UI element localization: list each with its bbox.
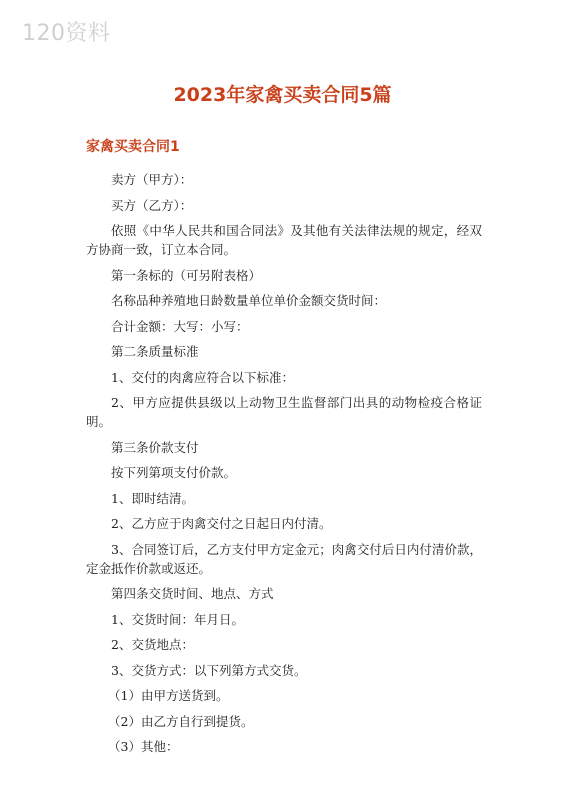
paragraph-method-1: （1）由甲方送货到。 [108, 688, 229, 703]
contract-body [86, 170, 482, 763]
paragraph-buyer: 买方（乙方）： [111, 197, 193, 213]
paragraph-payment-option: 按下列第项支付价款。 [111, 465, 237, 480]
paragraph-delivery-method: 3、交货方式：以下列第方式交货。 [111, 662, 307, 678]
paragraph-article-3: 第三条价款支付 [111, 439, 199, 455]
paragraph-item-columns: 名称品种养殖地日龄数量单位单价金额交货时间： [111, 293, 387, 308]
paragraph-article-1: 第一条标的（可另附表格） [111, 267, 262, 283]
paragraph-quality-2: 2、甲方应提供县级以上动物卫生监督部门出具的动物检疫合格证明。 [86, 395, 482, 429]
paragraph-article-2: 第二条质量标准 [111, 344, 199, 359]
paragraph-preamble: 依照《中华人民共和国合同法》及其他有关法律法规的规定，经双方协商一致，订立本合同。 [86, 223, 482, 257]
paragraph-payment-2: 2、乙方应于肉禽交付之日起日内付清。 [111, 516, 332, 531]
paragraph-article-4: 第四条交货时间、地点、方式 [111, 586, 274, 601]
paragraph-delivery-place: 2、交货地点： [111, 637, 194, 652]
paragraph-payment-1: 1、即时结清。 [111, 490, 194, 506]
paragraph-delivery-time: 1、交货时间：年月日。 [111, 611, 244, 627]
paragraph-total-amount: 合计金额：大写：小写： [111, 318, 249, 334]
paragraph-seller: 卖方（甲方）： [111, 172, 193, 187]
section-title: 家禽买卖合同1 [86, 139, 180, 155]
paragraph-quality-1: 1、交付的肉禽应符合以下标准： [111, 369, 294, 385]
watermark: 120资料 [22, 21, 111, 46]
document-title: 2023年家禽买卖合同5篇 [173, 84, 392, 106]
paragraph-method-3: （3）其他： [108, 739, 179, 754]
paragraph-payment-3: 3、合同签订后，乙方支付甲方定金元；肉禽交付后日内付清价款，定金抵作价款或返还。 [86, 541, 482, 576]
paragraph-method-2: （2）由乙方自行到提货。 [108, 713, 254, 729]
